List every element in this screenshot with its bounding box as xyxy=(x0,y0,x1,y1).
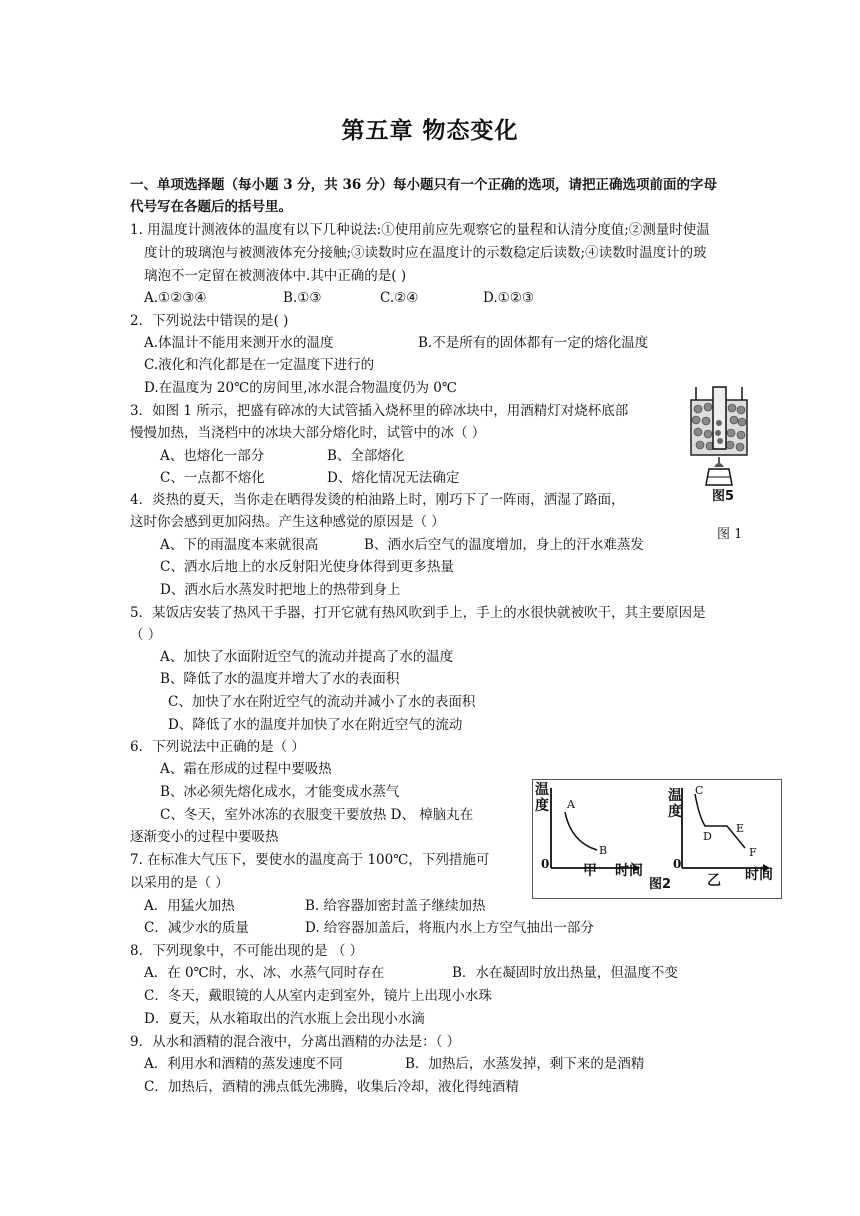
figure-2-label-yi: 乙 xyxy=(707,873,721,889)
q4-option-d: D、洒水后水蒸发时把地上的热带到身上 xyxy=(160,582,401,598)
q5-option-c: C、加快了水在附近空气的流动并减小了水的表面积 xyxy=(168,694,476,710)
q1-stem-line1: 1. 用温度计测液体的温度有以下几种说法:①使用前应先观察它的量程和认清分度值;②测量时使温 xyxy=(130,222,710,238)
q6-option-b: B、冰必须先熔化成水，才能变成水蒸气 xyxy=(160,784,400,800)
figure-2-graphs xyxy=(532,779,782,899)
q7-option-a: A．用猛火加热 xyxy=(144,898,235,914)
q1-option-c: C.②④ xyxy=(380,290,419,306)
figure-2-point-e: E xyxy=(736,822,745,835)
figure-2-point-d: D xyxy=(703,830,712,843)
q8-option-d: D．夏天，从水箱取出的汽水瓶上会出现小水滴 xyxy=(144,1011,425,1027)
q7-option-c: C．减少水的质量 xyxy=(144,920,249,936)
q1-option-b: B.①③ xyxy=(283,290,322,306)
q2-option-c: C.液化和汽化都是在一定温度下进行的 xyxy=(144,357,375,373)
figure-2-point-b: B xyxy=(599,844,608,857)
q4-option-a: A、下的雨温度本来就很高 xyxy=(160,537,319,553)
q1-option-a: A.①②③④ xyxy=(144,290,207,306)
figure-2-caption: 图2 xyxy=(649,877,672,892)
q3-option-a: A、也熔化一部分 xyxy=(160,448,265,464)
figure-2-right-ylabel: 温度 xyxy=(668,788,682,820)
figure-2-left-ylabel: 温度 xyxy=(535,782,549,814)
figure-2-left-xlabel: 时间 xyxy=(615,863,643,879)
figure-1-inner-label: 图5 xyxy=(712,489,735,504)
q3-option-c: C、一点都不熔化 xyxy=(160,470,265,486)
q2-option-b: B.不是所有的固体都有一定的熔化温度 xyxy=(418,335,649,351)
q9-option-b: B．加热后，水蒸发掉，剩下来的是酒精 xyxy=(405,1056,645,1072)
figure-1-beaker xyxy=(686,383,754,507)
page-title: 第五章 物态变化 xyxy=(341,118,519,144)
q4-stem-line1: 4．炎热的夏天，当你走在晒得发烫的柏油路上时，刚巧下了一阵雨，洒湿了路面， xyxy=(130,492,625,508)
q7-stem-line1: 7. 在标准大气压下，要使水的温度高于 100℃，下列措施可 xyxy=(130,852,490,868)
figure-2-label-jia: 甲 xyxy=(583,863,597,879)
q5-option-b: B、降低了水的温度并增大了水的表面积 xyxy=(160,671,400,687)
q2-option-d: D.在温度为 20℃的房间里,冰水混合物温度仍为 0℃ xyxy=(144,380,457,396)
q9-option-a: A．利用水和酒精的蒸发速度不同 xyxy=(144,1056,343,1072)
q4-option-b: B、洒水后空气的温度增加，身上的汗水难蒸发 xyxy=(364,537,644,553)
q3-option-d: D、熔化情况无法确定 xyxy=(327,470,460,486)
q4-stem-line2: 这时你会感到更加闷热。产生这种感觉的原因是（ ） xyxy=(130,514,445,530)
q8-option-c: C．冬天，戴眼镜的人从室内走到室外，镜片上出现小水珠 xyxy=(144,988,492,1004)
q8-stem: 8．下列现象中，不可能出现的是 （ ） xyxy=(130,943,364,959)
q4-option-c: C、洒水后地上的水反射阳光使身体得到更多热量 xyxy=(160,559,454,575)
figure-2-right-origin: 0 xyxy=(673,857,682,871)
q6-option-a: A、霜在形成的过程中要吸热 xyxy=(160,761,332,777)
q1-option-d: D.①②③ xyxy=(483,290,534,306)
figure-2-point-c: C xyxy=(695,784,704,797)
q7-stem-line2: 以采用的是（ ） xyxy=(130,875,229,891)
figure-2-left-origin: 0 xyxy=(541,857,550,871)
section-heading-line2: 代号写在各题后的括号里。 xyxy=(130,199,292,215)
q5-stem-line2: （ ） xyxy=(130,627,162,643)
q6-option-d-cont: 逐渐变小的过程中要吸热 xyxy=(130,829,279,845)
q6-stem: 6．下列说法中正确的是（ ） xyxy=(130,739,305,755)
q1-stem-line3: 璃泡不一定留在被测液体中.其中正确的是( ) xyxy=(144,268,407,284)
figure-2-right-xlabel: 时间 xyxy=(745,867,773,883)
q3-stem-line2: 慢慢加热，当浇档中的冰块大部分熔化时，试管中的冰（ ） xyxy=(130,425,486,441)
q7-option-d: D. 给容器加盖后，将瓶内水上方空气抽出一部分 xyxy=(305,920,594,936)
q5-stem-line1: 5．某饭店安装了热风干手器，打开它就有热风吹到手上，手上的水很快就被吹干，其主要原因是 xyxy=(130,605,706,621)
q5-option-d: D、降低了水的温度并加快了水在附近空气的流动 xyxy=(168,717,463,733)
q8-option-b: B．水在凝固时放出热量，但温度不变 xyxy=(452,965,678,981)
q6-option-cd: C、冬天，室外冰冻的衣服变干要放热 D、 樟脑丸在 xyxy=(160,807,474,823)
q2-stem: 2．下列说法中错误的是( ) xyxy=(130,313,289,329)
q2-option-a: A.体温计不能用来测开水的温度 xyxy=(144,335,334,351)
q3-stem-line1: 3．如图 1 所示，把盛有碎冰的大试管插入烧杯里的碎冰块中，用酒精灯对烧杯底部 xyxy=(130,403,629,419)
section-heading-line1: 一、单项选择题（每小题 3 分，共 36 分）每小题只有一个正确的选项，请把正确选项前面的字母 xyxy=(130,177,717,193)
q8-option-a: A．在 0℃时，水、冰、水蒸气同时存在 xyxy=(144,965,385,981)
q3-option-b: B、全部熔化 xyxy=(327,448,405,464)
figure-1-caption: 图 1 xyxy=(717,527,743,542)
figure-2-point-f: F xyxy=(749,846,757,859)
q9-option-c: C．加热后，酒精的沸点低先沸腾，收集后冷却，液化得纯酒精 xyxy=(144,1079,519,1095)
q7-option-b: B. 给容器加密封盖子继续加热 xyxy=(305,898,486,914)
figure-2-point-a: A xyxy=(567,798,575,811)
q9-stem: 9．从水和酒精的混合液中，分离出酒精的办法是：（ ） xyxy=(130,1034,461,1050)
q1-stem-line2: 度计的玻璃泡与被测液体充分接触;③读数时应在温度计的示数稳定后读数;④读数时温度计的玻 xyxy=(144,245,707,261)
q5-option-a: A、加快了水面附近空气的流动并提高了水的温度 xyxy=(160,649,454,665)
